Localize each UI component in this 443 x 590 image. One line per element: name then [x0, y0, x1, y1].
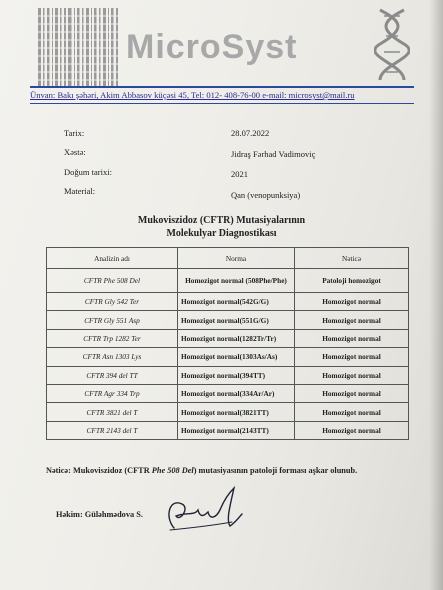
date-label: Tarix:: [64, 128, 85, 138]
analysis-name: CFTR 394 del TT: [47, 366, 178, 384]
analysis-name: CFTR Gly 551 Asp: [47, 311, 178, 329]
analysis-name: CFTR Trp 1282 Ter: [47, 329, 178, 347]
result-value: Homozigot normal: [295, 384, 409, 402]
barcode-logo-graphic: [38, 8, 118, 88]
result-value: Homozigot normal: [295, 311, 409, 329]
birth-date-value: 2021: [231, 169, 248, 179]
patient-label: Xəstə:: [64, 147, 86, 157]
clinic-address: Ünvan: Bakı şəhəri, Akim Abbasov küçəsi 45, Tel: 012- 408-76-00 e-mail: microsyst@mail.ru: [30, 90, 355, 100]
norma-value: Homozigot normal(551G/G): [178, 311, 295, 329]
result-value: Homozigot normal: [295, 348, 409, 366]
analysis-name: CFTR Agr 334 Trp: [47, 384, 178, 402]
table-row: [47, 384, 409, 402]
conclusion-text: Nəticə: Mukoviszidoz (CFTR Phe 508 Del) mutasiyasının patoloji forması aşkar olunub.: [46, 466, 358, 475]
norma-value: Homozigot normal(542G/G): [178, 293, 295, 311]
report-title-line1: Mukoviszidoz (CFTR) Mutasiyalarının: [137, 215, 306, 226]
birth-date-label: Doğum tarixi:: [64, 167, 112, 177]
analysis-name: CFTR 3821 del T: [47, 403, 178, 421]
norma-value: Homozigot normal(334Ar/Ar): [178, 384, 295, 402]
microsyst-logo: MicroSyst: [126, 28, 298, 66]
result-value: Patoloji homozigot: [295, 269, 409, 293]
table-row: [47, 329, 409, 347]
result-value: Homozigot normal: [295, 366, 409, 384]
result-value: Homozigot normal: [295, 403, 409, 421]
dna-helix-icon: [374, 8, 410, 82]
header-norma: Norma: [178, 248, 295, 269]
table-row: [47, 421, 409, 439]
analysis-name: CFTR Asn 1303 Lys: [47, 348, 178, 366]
table-row: [47, 311, 409, 329]
material-label: Material:: [64, 186, 96, 196]
result-value: Homozigot normal: [295, 329, 409, 347]
table-header-row: [47, 248, 409, 269]
norma-value: Homozigot normal(3821TT): [178, 403, 295, 421]
table-row: [47, 403, 409, 421]
paper-edge-shadow: [429, 0, 443, 590]
norma-value: Homozigot normal(1303As/As): [178, 348, 295, 366]
norma-value: Homozigot normal(1282Tr/Tr): [178, 329, 295, 347]
doctor-name: Həkim: Güləhmədova S.: [56, 510, 143, 519]
header-rule-bottom: [30, 103, 414, 104]
doctor-signature: [160, 486, 244, 536]
result-value: Homozigot normal: [295, 293, 409, 311]
date-value: 28.07.2022: [231, 128, 270, 138]
header-result: Nəticə: [295, 248, 409, 269]
report-title-line2: Molekulyar Diagnostikası: [166, 228, 277, 239]
norma-value: Homozigot normal(2143TT): [178, 421, 295, 439]
analysis-name: CFTR Phe 508 Del: [47, 269, 178, 293]
table-row: [47, 366, 409, 384]
table-row: [47, 348, 409, 366]
header-analysis: Analizin adı: [47, 248, 178, 269]
norma-value: Homozigot normal (508Phe/Phe): [178, 269, 295, 293]
header-rule-top: [30, 86, 414, 88]
table-row: [47, 293, 409, 311]
analysis-name: CFTR Gly 542 Ter: [47, 293, 178, 311]
results-table: [46, 247, 409, 440]
analysis-name: CFTR 2143 del T: [47, 421, 178, 439]
material-value: Qan (venopunksiya): [231, 190, 301, 200]
table-row: [47, 269, 409, 293]
result-value: Homozigot normal: [295, 421, 409, 439]
norma-value: Homozigot normal(394TT): [178, 366, 295, 384]
patient-value: Jidraş Fərhad Vadimoviç: [231, 149, 316, 159]
